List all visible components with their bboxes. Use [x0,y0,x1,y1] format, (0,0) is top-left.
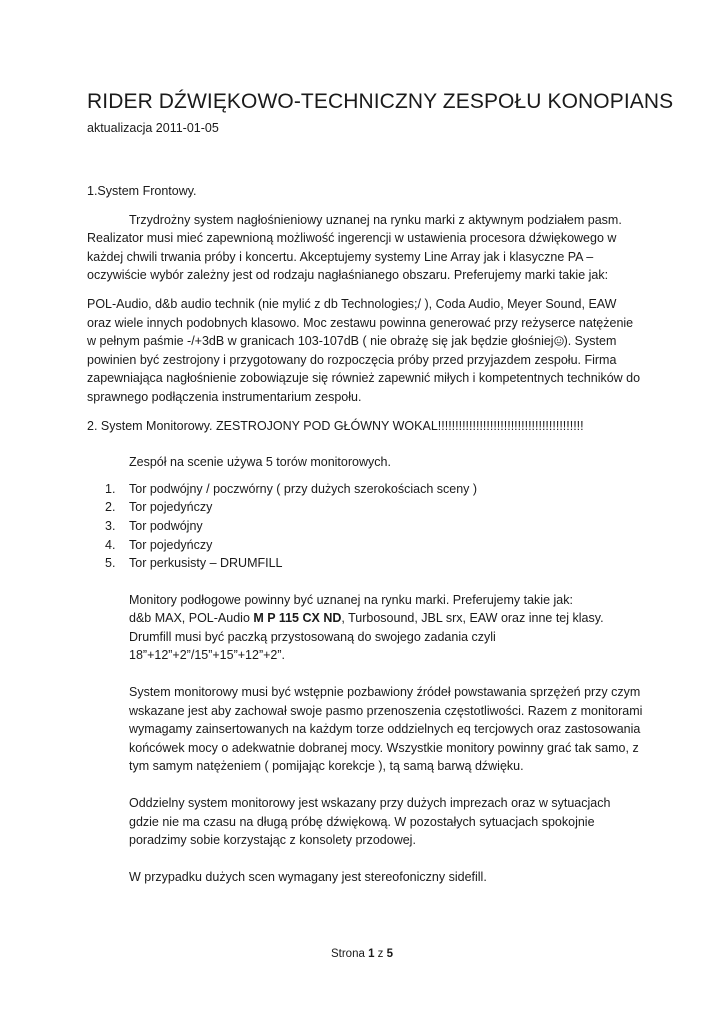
footer-total-pages: 5 [386,948,394,960]
list-item-text: Tor pojedyńczy [129,537,213,552]
list-item [87,517,643,536]
list-item-number: 4. [105,537,116,552]
list-item-text: Tor podwójny [129,518,203,533]
list-item-number: 2. [105,500,116,515]
list-item [87,554,643,573]
monitors-brands-paragraph [129,591,643,665]
list-item [87,480,643,499]
monitors-model-bold: M P 115 CX ND [253,611,342,626]
list-item-text: Tor pojedyńczy [129,500,213,515]
section1-paragraph-2-part-a: POL-Audio, d&b audio technik (nie mylić z db Technologies;/ ), Coda Audio, Meyer Sound, EAW oraz wiele innych podobnych klasowo. Moc zestawu powinna generować przy reżyserce natężenie w pełnym paśmie -/+3dB w granicach 103-107dB ( nie obrażę się jak będzie głośniej [87,296,634,349]
smiley-face-icon [554,336,564,346]
separate-system-paragraph: Oddzielny system monitorowy jest wskazany przy dużych imprezach oraz w sytuacjach gdzie nie ma czasu na długą próbę dźwiękową. W pozostałych sytuacjach spokojnie poradzimy sobie korzystając z konsolety przodowej. [129,796,611,848]
monitors-brands-line-2b: , Turbosound, JBL srx, EAW oraz inne tej klasy. Drumfill musi być paczką przystosowaną do swojego zadania czyli 18”+12”+2”/15”+15”+12”+2”. [129,611,604,663]
list-item-number: 5. [105,556,116,571]
page-footer [0,948,724,960]
footer-current-page: 1 [368,948,375,960]
monitors-brands-line-2a: d&b MAX, POL-Audio [129,611,254,626]
section2-intro: Zespół na scenie używa 5 torów monitorowych. [129,455,391,470]
section1-heading: 1.System Frontowy. [87,184,197,198]
footer-middle: z [374,948,387,960]
section1-paragraph-2 [87,295,643,407]
document-body [87,182,643,886]
section1-paragraph-1: Trzydrożny system nagłośnieniowy uznanej na rynku marki z aktywnym podziałem pasm. Realizator musi mieć zapewnioną możliwość ingerencji w ustawienia procesora dźwiękowego w każdej chwili trwania próby i koncertu. Akceptujemy systemy Line Array jak i klasyczne PA – oczywiście wybór zależny jest od rodzaju nagłaśnianego obszaru. Preferujemy marki takie jak: [87,212,622,283]
update-date: aktualizacja 2011-01-05 [87,121,219,135]
list-item-number: 3. [105,518,116,533]
list-item-number: 1. [105,481,116,496]
monitor-tracks-list [87,480,643,573]
document-title: RIDER DŹWIĘKOWO-TECHNICZNY ZESPOŁU KONOPIANS [87,90,674,113]
section2-heading: 2. System Monitorowy. ZESTROJONY POD GŁÓWNY WOKAL!!!!!!!!!!!!!!!!!!!!!!!!!!!!!!!!!!!!!!!!!! [87,418,584,433]
list-item-text: Tor perkusisty – DRUMFILL [129,556,283,571]
footer-prefix: Strona [330,948,369,960]
sidefill-paragraph: W przypadku dużych scen wymagany jest stereofoniczny sidefill. [129,869,487,884]
monitors-brands-line-1: Monitory podłogowe powinny być uznanej na rynku marki. Preferujemy takie jak: [129,592,573,607]
section1-paragraph-2-part-b: ). System powinien być zestrojony i przygotowany do rozpoczęcia próby przed przyjazdem zespołu. Firma zapewniająca nagłośnienie zobowiązuje się również zapewnić miłych i kompetentnych techników do sprawnego podłączenia instrumentarium zespołu. [87,334,641,404]
list-item [87,498,643,517]
list-item-text: Tor podwójny / poczwórny ( przy dużych szerokościach sceny ) [129,481,478,496]
list-item [87,536,643,555]
feedback-paragraph: System monitorowy musi być wstępnie pozbawiony źródeł powstawania sprzężeń przy czym wskazane jest aby zachował swoje pasmo przenoszenia częstotliwości. Razem z monitorami wymagamy zainsertowanych na każdym torze oddzielnych eq tercjowych oraz zastosowania końcówek mocy o adekwatnie dobranej mocy. Wszystkie monitory powinny grać tak samo, z tym samym natężeniem ( pomijając korekcje ), tą samą barwą dźwięku. [129,685,643,774]
